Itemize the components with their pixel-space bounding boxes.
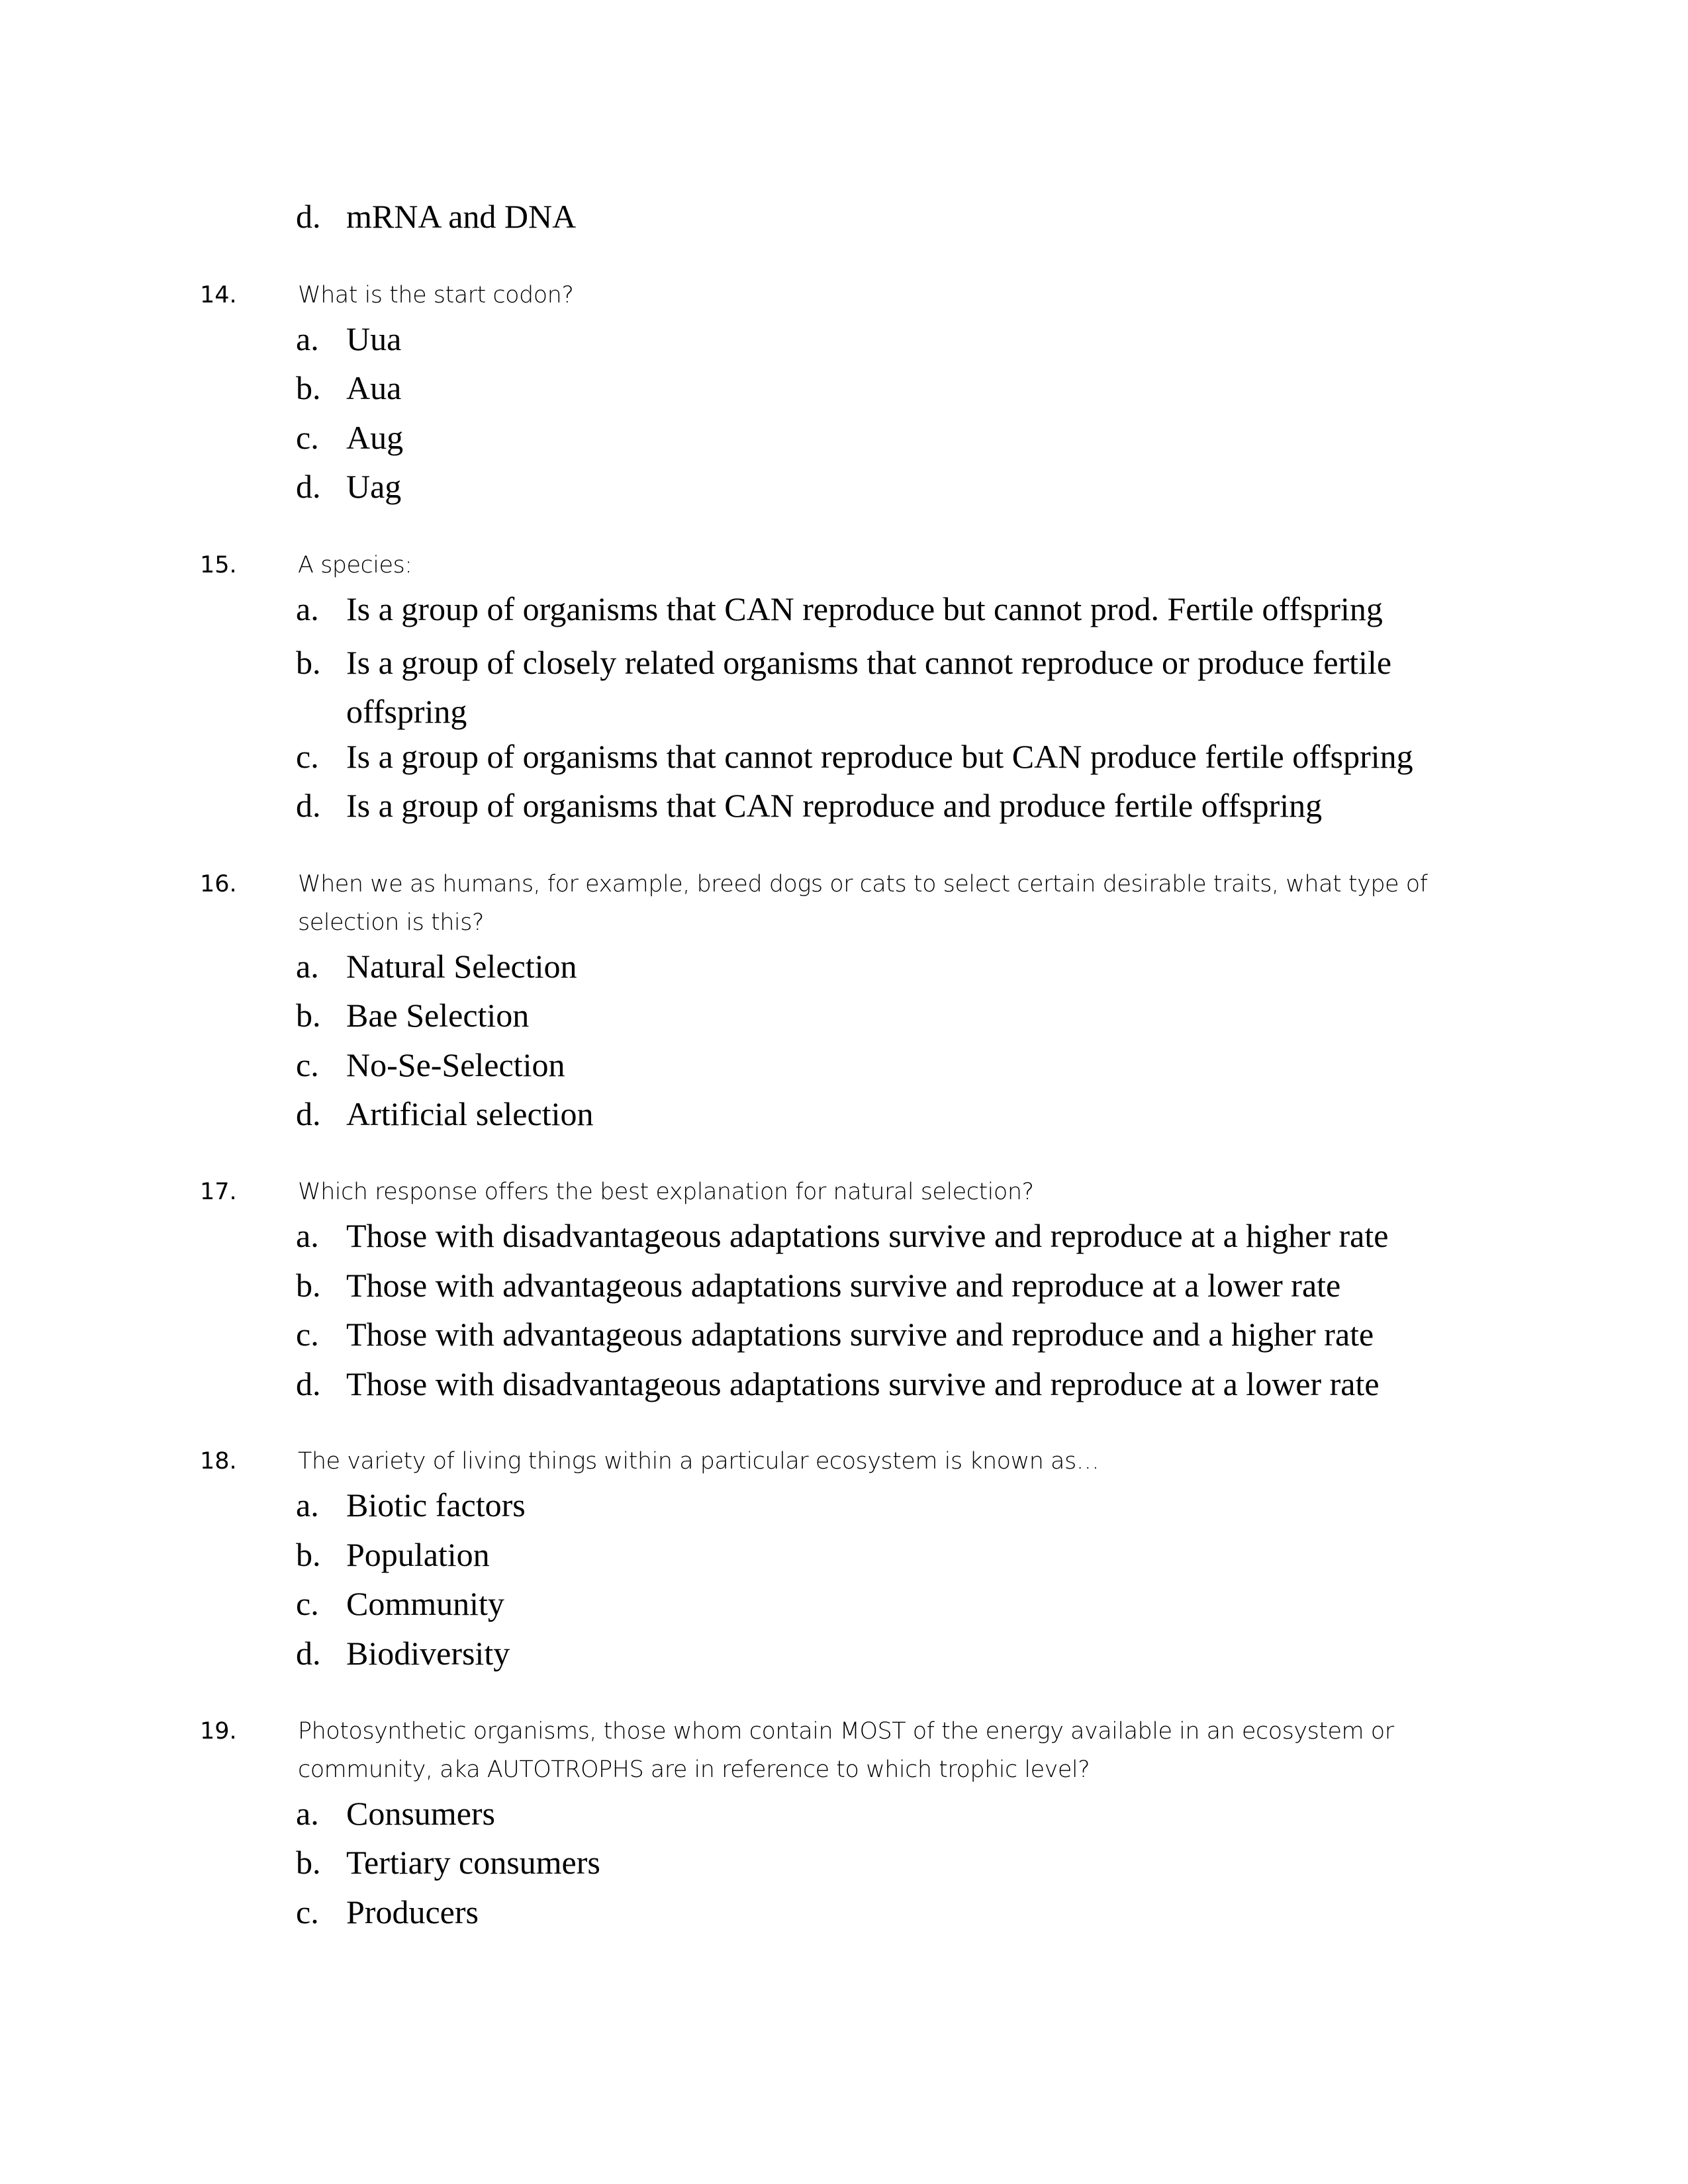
question-15-prompt: A species:	[298, 552, 412, 578]
question-16-number: 16.	[200, 871, 237, 897]
option-text: Tertiary consumers	[346, 1844, 600, 1881]
option-text: Producers	[346, 1893, 479, 1931]
option-letter: a.	[296, 320, 319, 357]
option-letter: d.	[296, 1095, 321, 1132]
question-18-prompt: The variety of living things within a particular ecosystem is known as…	[298, 1448, 1100, 1475]
option-text: Biotic factors	[346, 1486, 526, 1524]
option-text: No-Se-Selection	[346, 1046, 565, 1083]
option-text: Biodiversity	[346, 1635, 510, 1672]
option-text: Those with disadvantageous adaptations survive and reproduce at a higher rate	[346, 1217, 1389, 1254]
option-letter: b.	[296, 1267, 321, 1304]
question-14-prompt: What is the start codon?	[298, 282, 574, 308]
option-letter: a.	[296, 1795, 319, 1832]
question-19-number: 19.	[200, 1718, 237, 1745]
option-letter: d.	[296, 1635, 321, 1672]
question-17-prompt: Which response offers the best explanation for natural selection?	[298, 1179, 1034, 1205]
option-letter: b.	[296, 644, 321, 681]
option-letter: c.	[296, 1046, 319, 1083]
question-19-prompt: Photosynthetic organisms, those whom contain MOST of the energy available in an ecosystem or community, aka AUTOTROPHS are in reference to which trophic level?	[298, 1718, 1394, 1783]
option-letter: d.	[296, 1365, 321, 1402]
option-text: Is a group of organisms that CAN reproduce but cannot prod. Fertile offspring	[346, 590, 1383, 627]
option-text: Uua	[346, 320, 402, 357]
option-text: Community	[346, 1585, 504, 1622]
option-text: Aua	[346, 369, 402, 406]
option-text: Is a group of organisms that cannot reproduce but CAN produce fertile offspring	[346, 738, 1413, 775]
question-18-number: 18.	[200, 1448, 237, 1475]
option-text: Those with disadvantageous adaptations survive and reproduce at a lower rate	[346, 1365, 1380, 1402]
question-17-number: 17.	[200, 1179, 237, 1205]
option-letter: b.	[296, 369, 321, 406]
option-text: Artificial selection	[346, 1095, 594, 1132]
option-letter: d.	[296, 787, 321, 824]
option-letter: c.	[296, 738, 319, 775]
option-letter: a.	[296, 1217, 319, 1254]
question-16-prompt: When we as humans, for example, breed dogs or cats to select certain desirable traits, what type of selection is this?	[298, 871, 1428, 936]
option-text: Aug	[346, 419, 404, 456]
option-letter: c.	[296, 1316, 319, 1353]
option-text: Is a group of organisms that CAN reproduce and produce fertile offspring	[346, 787, 1323, 824]
option-letter: b.	[296, 1844, 321, 1881]
option-letter: d.	[296, 468, 321, 505]
option-letter: b.	[296, 1536, 321, 1573]
question-14-number: 14.	[200, 282, 237, 308]
option-letter: c.	[296, 419, 319, 456]
option-letter: c.	[296, 1893, 319, 1931]
option-text: Is a group of closely related organisms that cannot reproduce or produce fertile offspring	[346, 644, 1392, 730]
option-letter: d.	[296, 198, 321, 235]
option-letter: c.	[296, 1585, 319, 1622]
option-text: Consumers	[346, 1795, 495, 1832]
question-15-number: 15.	[200, 552, 237, 578]
option-text: Those with advantageous adaptations survive and reproduce and a higher rate	[346, 1316, 1374, 1353]
option-letter: a.	[296, 590, 319, 627]
option-text: Uag	[346, 468, 402, 505]
option-text: Natural Selection	[346, 948, 577, 985]
option-letter: a.	[296, 1486, 319, 1524]
option-letter: a.	[296, 948, 319, 985]
option-text: Population	[346, 1536, 490, 1573]
option-text: Bae Selection	[346, 997, 530, 1034]
option-text: Those with advantageous adaptations survive and reproduce at a lower rate	[346, 1267, 1341, 1304]
option-letter: b.	[296, 997, 321, 1034]
option-text: mRNA and DNA	[346, 198, 577, 235]
